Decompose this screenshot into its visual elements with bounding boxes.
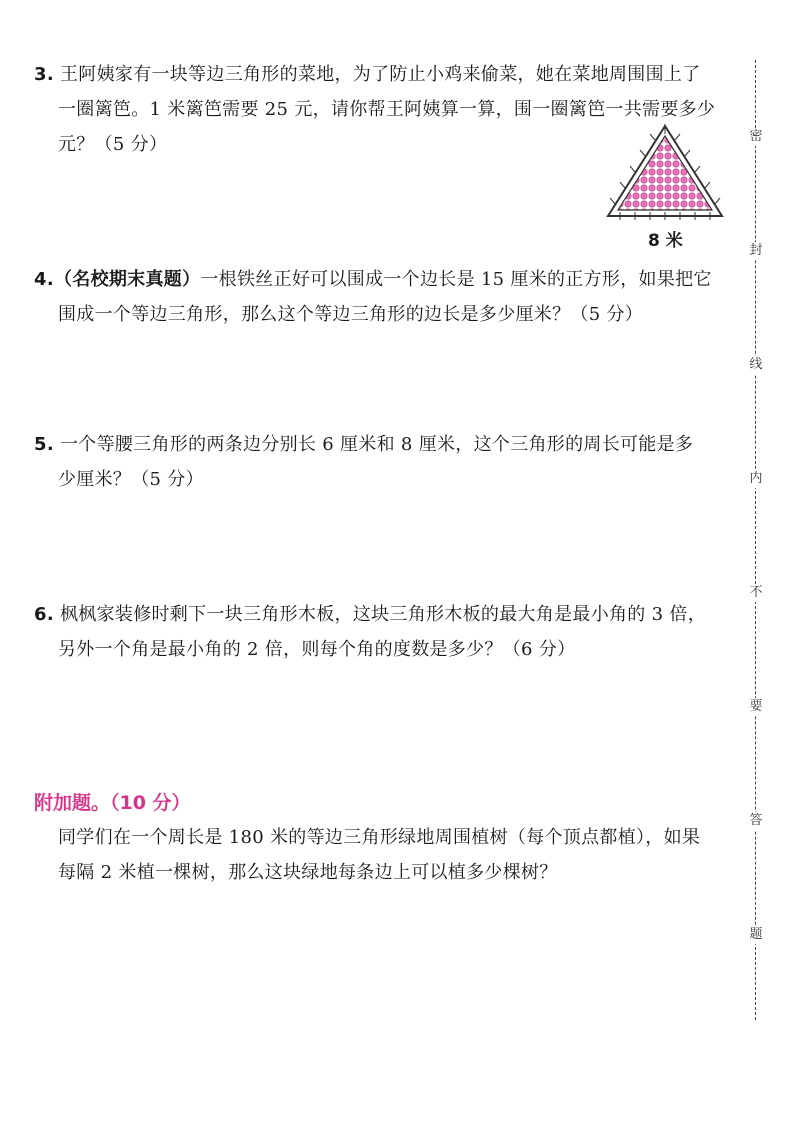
question-text: 同学们在一个周长是 180 米的等边三角形绿地周围植树（每个顶点都植），如果 (58, 827, 701, 848)
seal-char: 内 (747, 470, 765, 488)
question-text: 一圈篱笆。1 米篱笆需要 25 元，请你帮王阿姨算一算，围一圈篱笆一共需要多少 (58, 99, 716, 120)
question-number: 5. (34, 434, 54, 455)
question-text: 王阿姨家有一块等边三角形的菜地，为了防止小鸡来偷菜，她在菜地周围围上了 (60, 64, 701, 85)
question-5 (34, 427, 728, 497)
question-number: 6. (34, 604, 54, 625)
seal-char: 要 (747, 698, 765, 716)
question-text: 一个等腰三角形的两条边分别长 6 厘米和 8 厘米，这个三角形的周长可能是多 (60, 434, 694, 455)
seal-char: 答 (747, 812, 765, 830)
question-text: 枫枫家装修时剩下一块三角形木板，这块三角形木板的最大角是最小角的 3 倍， (60, 604, 706, 625)
figure-side-label: 8 米 (648, 231, 683, 251)
seal-char: 不 (747, 584, 765, 602)
question-6 (34, 597, 728, 667)
seal-char: 密 (747, 128, 765, 146)
question-text: 元？（5 分） (58, 134, 168, 155)
bonus-question (34, 820, 728, 890)
question-text: 一根铁丝正好可以围成一个边长是 15 厘米的正方形，如果把它 (200, 269, 712, 290)
seal-char: 封 (747, 242, 765, 260)
seal-dashed-line (755, 60, 756, 1020)
source-tag: （名校期末真题） (53, 269, 201, 290)
seal-char: 题 (747, 926, 765, 944)
question-4 (34, 262, 728, 332)
question-number: 4. (34, 269, 54, 290)
bonus-title: 附加题。（10 分） (34, 792, 191, 814)
question-text: 围成一个等边三角形，那么这个等边三角形的边长是多少厘米？（5 分） (58, 304, 644, 325)
question-text: 每隔 2 米植一棵树，那么这块绿地每条边上可以植多少棵树？ (58, 862, 558, 883)
question-number: 3. (34, 64, 54, 85)
question-text: 另外一个角是最小角的 2 倍，则每个角的度数是多少？（6 分） (58, 639, 576, 660)
question-text: 少厘米？（5 分） (58, 469, 204, 490)
seal-char: 线 (747, 356, 765, 374)
